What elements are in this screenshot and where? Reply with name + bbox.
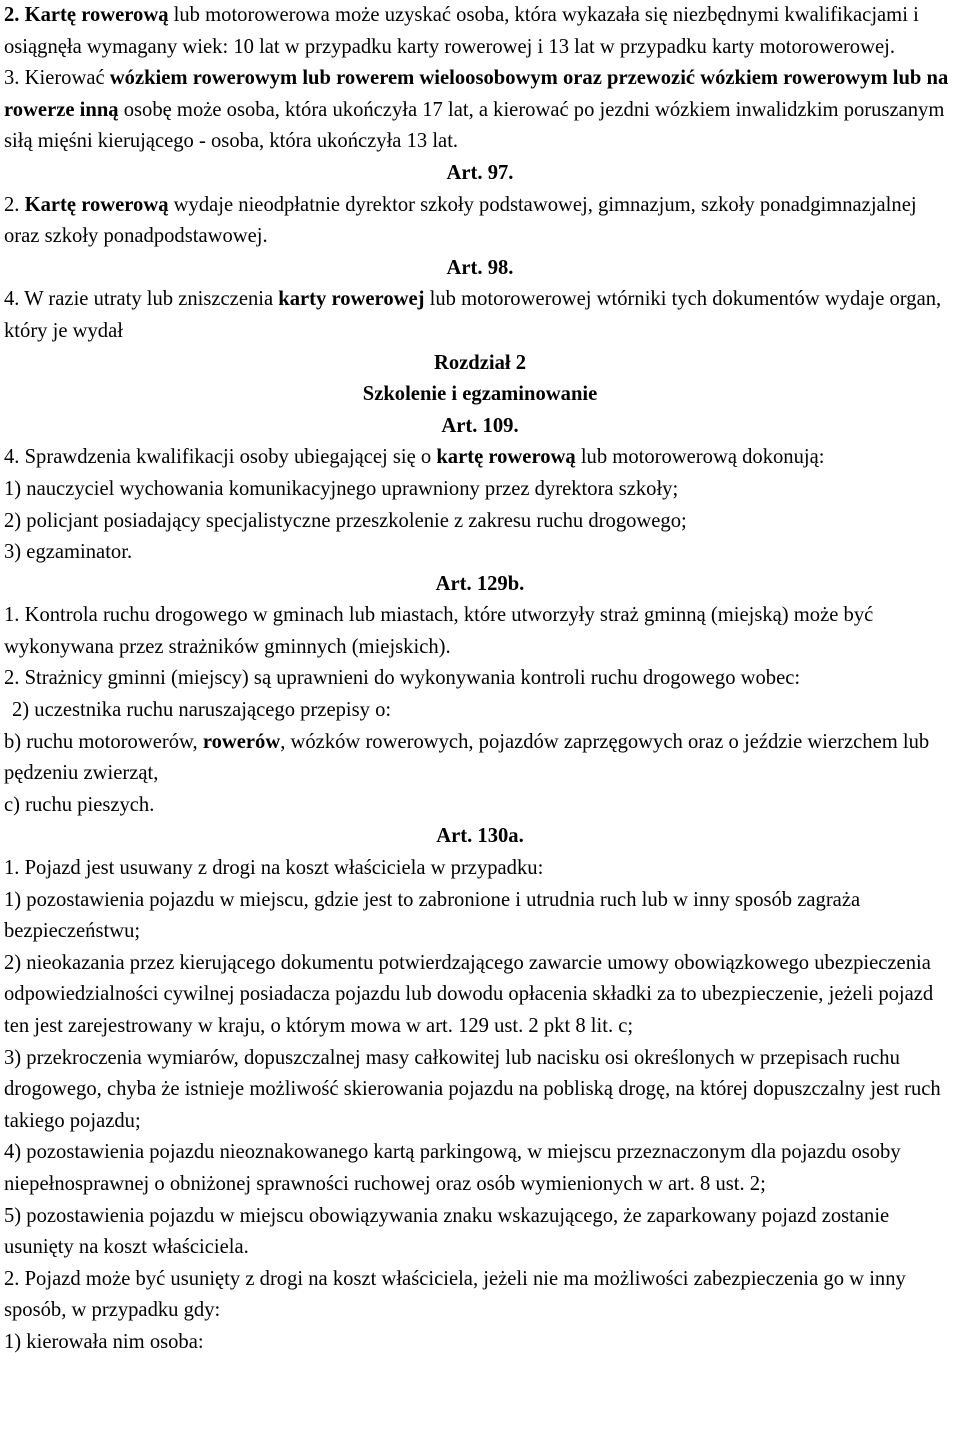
text-run: 2) nieokazania przez kierującego dokumentu potwierdzającego zawarcie umowy obowiązkowego ubezpieczenia odpowiedzialności cywilnej posiadacza pojazdu lub dowodu opłacenia składki za to ubezpieczenie, jeżeli pojazd ten jest zarejestrowany w kraju, o którym mowa w art. 129 ust. 2 pkt 8 lit. c; <box>4 951 934 1037</box>
text-run: 3) przekroczenia wymiarów, dopuszczalnej masy całkowitej lub nacisku osi określonych w przepisach ruchu drogowego, chyba że istnieje możliwość skierowania pojazdu na pobliską drogę, na której dopuszczalny jest ruch takiego pojazdu; <box>4 1046 941 1132</box>
section-heading <box>4 411 956 443</box>
paragraph <box>4 885 956 948</box>
paragraph <box>4 790 956 822</box>
paragraph <box>4 537 956 569</box>
text-run: 2) uczestnika ruchu naruszającego przepisy o: <box>12 699 392 722</box>
paragraph <box>4 1043 956 1138</box>
paragraph <box>4 442 956 474</box>
paragraph <box>4 948 956 1043</box>
section-heading <box>4 569 956 601</box>
text-run: 1. Kontrola ruchu drogowego w gminach lub miastach, które utworzyły straż gminną (miejską) może być wykonywana przez strażników gminnych (miejskich). <box>4 604 874 658</box>
bold-text: rowerów <box>202 730 281 753</box>
paragraph <box>4 506 956 538</box>
section-heading <box>4 821 956 853</box>
section-heading <box>4 158 956 190</box>
text-run: Art. 109. <box>441 414 519 437</box>
text-run: 2) policjant posiadający specjalistyczne przeszkolenie z zakresu ruchu drogowego; <box>4 509 687 532</box>
bold-text: 2. <box>4 4 25 26</box>
paragraph <box>4 63 956 158</box>
text-run: 2. <box>4 193 25 216</box>
text-run: 2. Strażnicy gminni (miejscy) są uprawnieni do wykonywania kontroli ruchu drogowego wobec: <box>4 667 801 690</box>
paragraph <box>4 727 956 790</box>
paragraph <box>4 1137 956 1200</box>
paragraph <box>4 1201 956 1264</box>
paragraph <box>4 1264 956 1327</box>
text-run: b) ruchu motorowerów, <box>4 730 203 753</box>
section-heading <box>4 348 956 380</box>
text-run: lub motorowerowa może uzyskać osoba, która wykazała się niezbędnymi kwalifikacjami i osiągnęła wymagany wiek: 10 lat w przypadku karty rowerowej i 13 lat w przypadku karty motorowerowej. <box>4 4 919 58</box>
text-run: 1) pozostawienia pojazdu w miejscu, gdzie jest to zabronione i utrudnia ruch lub w inny sposób zagraża bezpieczeństwu; <box>4 888 861 943</box>
text-run: lub motorowerową dokonują: <box>575 446 825 469</box>
section-heading <box>4 253 956 285</box>
text-run: Art. 98. <box>446 256 514 279</box>
section-heading <box>4 379 956 411</box>
paragraph <box>4 695 956 727</box>
paragraph <box>4 284 956 347</box>
text-run: 2. Pojazd może być usunięty z drogi na koszt właściciela, jeżeli nie ma możliwości zabezpieczenia go w inny sposób, w przypadku gdy: <box>4 1267 906 1322</box>
text-run: Szkolenie i egzaminowanie <box>362 383 598 406</box>
text-run: wydaje nieodpłatnie dyrektor szkoły podstawowej, gimnazjum, szkoły ponadgimnazjalnej oraz szkoły ponadpodstawowej. <box>4 193 917 248</box>
text-run: 1) nauczyciel wychowania komunikacyjnego uprawniony przez dyrektora szkoły; <box>4 477 679 500</box>
text-run: 1) kierowała nim osoba: <box>4 1330 204 1353</box>
paragraph <box>4 853 956 885</box>
paragraph <box>4 474 956 506</box>
text-run: 3. Kierować <box>4 67 110 90</box>
paragraph <box>4 1327 956 1359</box>
text-run: 4. Sprawdzenia kwalifikacji osoby ubiegającej się o <box>4 446 437 469</box>
bold-text: Kartę rowerową <box>24 193 169 216</box>
text-run: Art. 97. <box>446 161 514 184</box>
paragraph <box>4 600 956 663</box>
paragraph <box>4 663 956 695</box>
text-run: 4) pozostawienia pojazdu nieoznakowanego kartą parkingową, w miejscu przeznaczonym dla pojazdu osoby niepełnosprawnej o obniżonej sprawności ruchowej oraz osób wymienionych w art. 8 ust. 2; <box>4 1141 901 1195</box>
text-run: 3) egzaminator. <box>4 541 133 564</box>
text-run: Art. 129b. <box>435 572 525 595</box>
bold-text: karty rowerowej <box>278 288 425 311</box>
paragraph <box>4 190 956 253</box>
bold-text: Kartę rowerową <box>24 4 169 26</box>
bold-text: wózkiem rowerowym lub rowerem wieloosobowym oraz przewozić wózkiem rowerowym lub na rowerze inną <box>4 67 949 121</box>
text-run: 5) pozostawienia pojazdu w miejscu obowiązywania znaku wskazującego, że zaparkowany pojazd zostanie usunięty na koszt właściciela. <box>4 1204 890 1259</box>
text-run: c) ruchu pieszych. <box>4 793 155 816</box>
text-run: Rozdział 2 <box>433 351 527 374</box>
text-run: osobę może osoba, która ukończyła 17 lat, a kierować po jezdni wózkiem inwalidzkim poruszanym siłą mięśni kierującego - osoba, która ukończyła 13 lat. <box>4 98 945 153</box>
text-run: Art. 130a. <box>436 825 524 848</box>
bold-text: kartę rowerową <box>436 446 576 469</box>
paragraph <box>4 0 956 63</box>
text-run: lub motorowerowej wtórniki tych dokumentów wydaje organ, który je wydał <box>4 288 942 342</box>
text-run: 4. W razie utraty lub zniszczenia <box>4 288 279 311</box>
text-run: , wózków rowerowych, pojazdów zaprzęgowych oraz o jeździe wierzchem lub pędzeniu zwierząt, <box>4 730 930 785</box>
text-run: 1. Pojazd jest usuwany z drogi na koszt właściciela w przypadku: <box>4 857 544 880</box>
